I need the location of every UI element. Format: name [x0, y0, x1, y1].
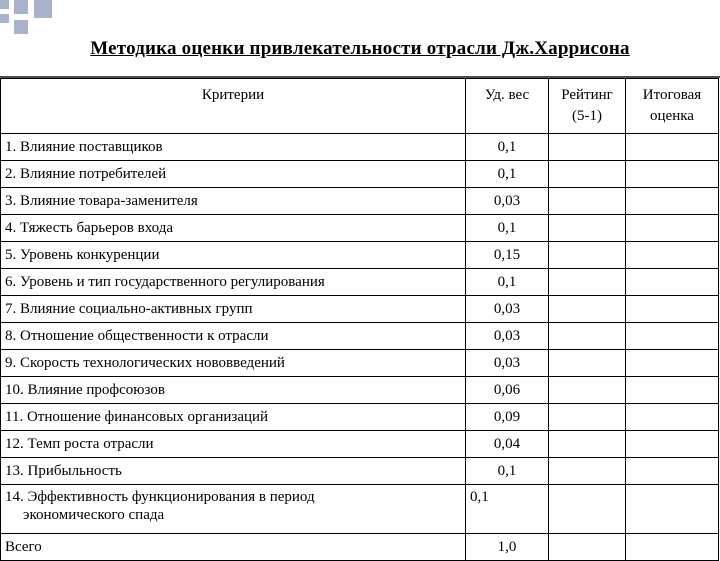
- rating-cell: [549, 323, 626, 350]
- header-rating-line1: Рейтинг: [561, 87, 613, 103]
- score-cell: [626, 458, 719, 485]
- table-row: [1, 215, 719, 242]
- score-cell: [626, 161, 719, 188]
- criterion-cell: 4. Тяжесть барьеров входа: [1, 215, 466, 242]
- criterion-cell: 6. Уровень и тип государственного регулирования: [1, 269, 466, 296]
- weight-cell: 0,1: [466, 134, 549, 161]
- criterion-cell: 9. Скорость технологических нововведений: [1, 350, 466, 377]
- rating-cell: [549, 485, 626, 534]
- criterion-cell: 7. Влияние социально-активных групп: [1, 296, 466, 323]
- header-rating: [549, 79, 626, 134]
- score-cell: [626, 323, 719, 350]
- rating-cell: [549, 269, 626, 296]
- table-row: [1, 242, 719, 269]
- table-row: [1, 161, 719, 188]
- total-rating-cell: [549, 534, 626, 561]
- score-cell: [626, 242, 719, 269]
- score-cell: [626, 404, 719, 431]
- criterion-line2: экономического спада: [23, 507, 165, 523]
- weight-cell: 0,1: [466, 269, 549, 296]
- rating-cell: [549, 188, 626, 215]
- score-cell: [626, 350, 719, 377]
- weight-cell: 0,15: [466, 242, 549, 269]
- rating-cell: [549, 161, 626, 188]
- score-cell: [626, 431, 719, 458]
- table-row: [1, 458, 719, 485]
- weight-cell: 0,1: [466, 458, 549, 485]
- table-row: [1, 323, 719, 350]
- total-row: [1, 534, 719, 561]
- table-row: [1, 350, 719, 377]
- weight-cell: 0,1: [466, 215, 549, 242]
- rating-cell: [549, 404, 626, 431]
- header-rating-line2: (5-1): [572, 108, 602, 124]
- score-cell: [626, 377, 719, 404]
- table-row: [1, 269, 719, 296]
- header-score: [626, 79, 719, 134]
- weight-cell: 0,03: [466, 350, 549, 377]
- header-score-line1: Итоговая: [642, 87, 702, 103]
- criterion-cell: 12. Темп роста отрасли: [1, 431, 466, 458]
- rating-cell: [549, 350, 626, 377]
- header-criteria: Критерии: [1, 79, 466, 134]
- total-weight: 1,0: [466, 534, 549, 561]
- table-row: [1, 485, 719, 534]
- criterion-cell: 2. Влияние потребителей: [1, 161, 466, 188]
- criterion-line1: 14. Эффективность функционирования в период: [5, 489, 315, 505]
- score-cell: [626, 215, 719, 242]
- weight-cell: 0,03: [466, 296, 549, 323]
- header-weight: Уд. вес: [466, 79, 549, 134]
- rating-cell: [549, 134, 626, 161]
- weight-cell: 0,03: [466, 188, 549, 215]
- table-row: [1, 296, 719, 323]
- score-cell: [626, 296, 719, 323]
- rating-cell: [549, 242, 626, 269]
- total-label: Всего: [1, 534, 466, 561]
- weight-cell: 0,04: [466, 431, 549, 458]
- criterion-cell: 13. Прибыльность: [1, 458, 466, 485]
- criterion-cell: 1. Влияние поставщиков: [1, 134, 466, 161]
- score-cell: [626, 134, 719, 161]
- score-cell: [626, 485, 719, 534]
- criterion-cell: 5. Уровень конкуренции: [1, 242, 466, 269]
- weight-cell: 0,1: [466, 485, 549, 534]
- rating-cell: [549, 215, 626, 242]
- criterion-cell: [1, 485, 466, 534]
- total-score-cell: [626, 534, 719, 561]
- corner-decoration: [0, 0, 64, 40]
- table-row: [1, 404, 719, 431]
- rating-cell: [549, 458, 626, 485]
- score-cell: [626, 188, 719, 215]
- criterion-cell: 3. Влияние товара-заменителя: [1, 188, 466, 215]
- table-header-row: [1, 79, 719, 134]
- rating-cell: [549, 296, 626, 323]
- table-row: [1, 134, 719, 161]
- weight-cell: 0,09: [466, 404, 549, 431]
- table-row: [1, 431, 719, 458]
- table-row: [1, 377, 719, 404]
- table-row: [1, 188, 719, 215]
- score-cell: [626, 269, 719, 296]
- criterion-cell: 8. Отношение общественности к отрасли: [1, 323, 466, 350]
- criterion-cell: 10. Влияние профсоюзов: [1, 377, 466, 404]
- weight-cell: 0,06: [466, 377, 549, 404]
- criterion-cell: 11. Отношение финансовых организаций: [1, 404, 466, 431]
- page-title: Методика оценки привлекательности отрасли Дж.Харрисона: [90, 38, 630, 59]
- rating-cell: [549, 377, 626, 404]
- weight-cell: 0,1: [466, 161, 549, 188]
- rating-cell: [549, 431, 626, 458]
- weight-cell: 0,03: [466, 323, 549, 350]
- header-score-line2: оценка: [650, 108, 694, 124]
- criteria-table: [0, 78, 719, 561]
